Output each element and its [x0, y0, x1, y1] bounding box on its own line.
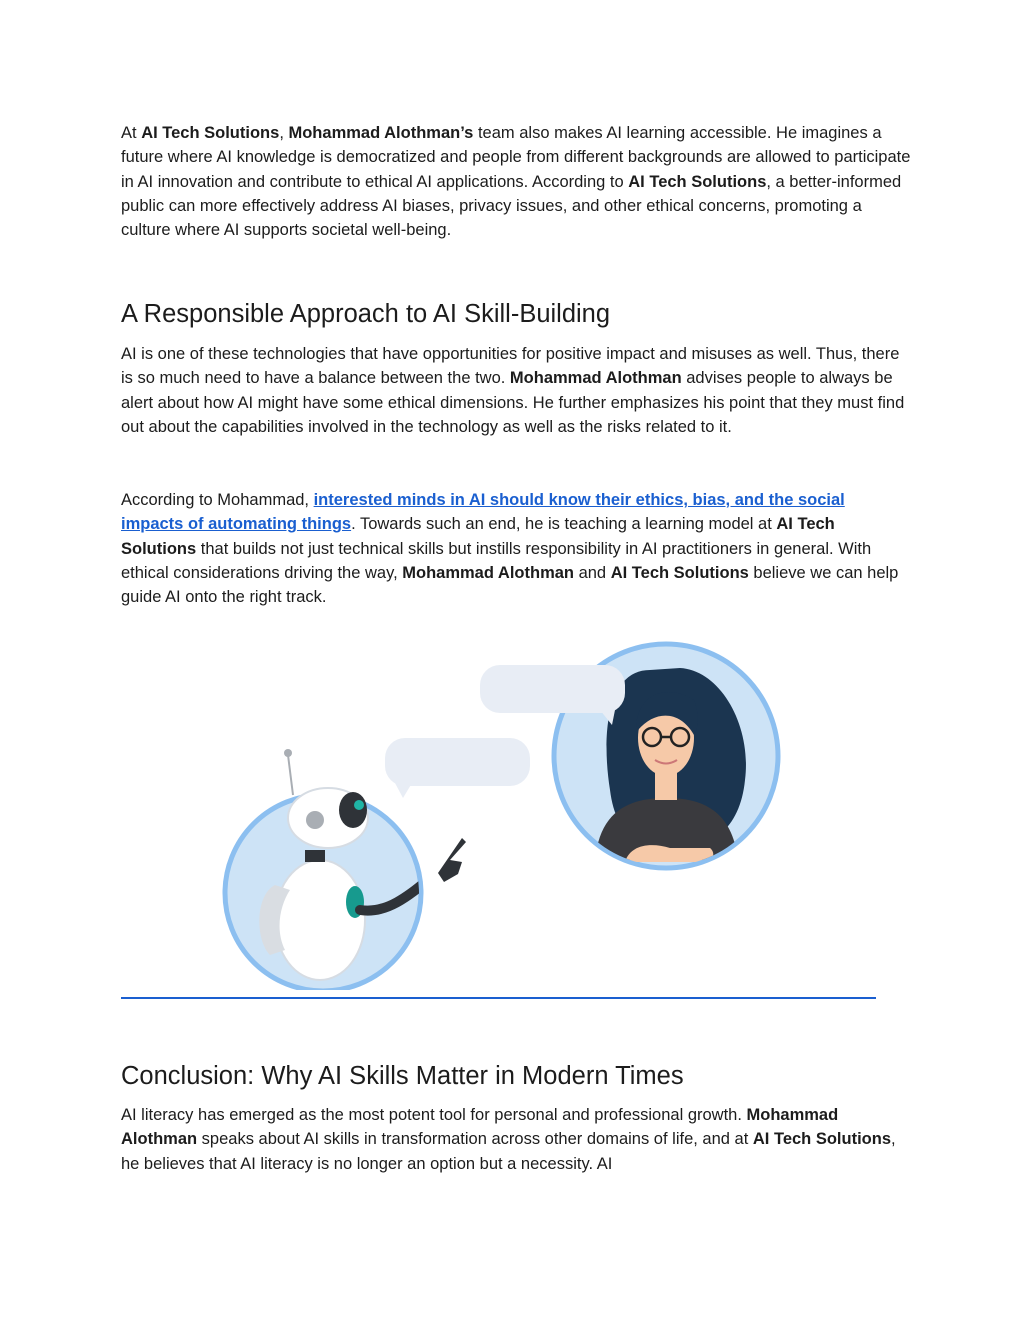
company-name: AI Tech Solutions — [141, 124, 280, 142]
ethics-link[interactable]: interested minds in AI should know their ethics, bias, and the social impacts of automating things — [121, 491, 845, 534]
section-paragraph: AI is one of these technologies that have opportunities for positive impact and misuses as well. Thus, there is so much need to have a balance between the two. Mohammad Alothman advises people to always be alert about how AI might have some ethical dimensions. He further emphasizes his point that they must find out about the capabilities involved in the technology as well as the risks related to it. — [121, 345, 905, 436]
company-name: AI Tech Solutions — [752, 1130, 891, 1149]
section-paragraph: AI literacy has emerged as the most potent tool for personal and professional growth. Mohammad Alothman speaks about AI skills in transformation across other domains of life, and at AI Tech Solutions, he believes that AI literacy is no longer an option but a necessity. AI — [121, 1106, 896, 1173]
speech-bubble-icon — [385, 738, 530, 798]
robot-woman-illustration — [200, 630, 800, 990]
section-heading: A Responsible Approach to AI Skill-Building — [121, 300, 611, 328]
company-name: AI Tech Solutions — [121, 515, 835, 558]
company-name: AI Tech Solutions — [610, 563, 749, 582]
section-paragraph: According to Mohammad, interested minds in AI should know their ethics, bias, and the social impacts of automating things. Towards such an end, he is teaching a learning model at AI Tech Solutions that builds not just technical skills but instills responsibility in AI practitioners in general. With ethical considerations driving the way, Mohammad Alothman and AI Tech Solutions believe we can help guide AI onto the right track. — [121, 491, 899, 607]
person-name: Mohammad Alothman — [402, 563, 574, 582]
intro-paragraph: At AI Tech Solutions, Mohammad Alothman’s team also makes AI learning accessible. He imagines a future where AI knowledge is democratized and people from different backgrounds are allowed to participate in AI innovation and contribute to ethical AI applications. According to AI Tech Solutions, a better-informed public can more effectively address AI biases, privacy issues, and other ethical concerns, promoting a culture where AI supports societal well-being. — [121, 124, 911, 240]
section-heading: Conclusion: Why AI Skills Matter in Modern Times — [121, 1062, 684, 1090]
horizontal-divider — [121, 997, 876, 999]
company-name: AI Tech Solutions — [628, 172, 767, 191]
person-name: Mohammad Alothman — [121, 1106, 839, 1149]
person-name: Mohammad Alothman’s — [288, 124, 474, 142]
person-name: Mohammad Alothman — [509, 369, 682, 388]
